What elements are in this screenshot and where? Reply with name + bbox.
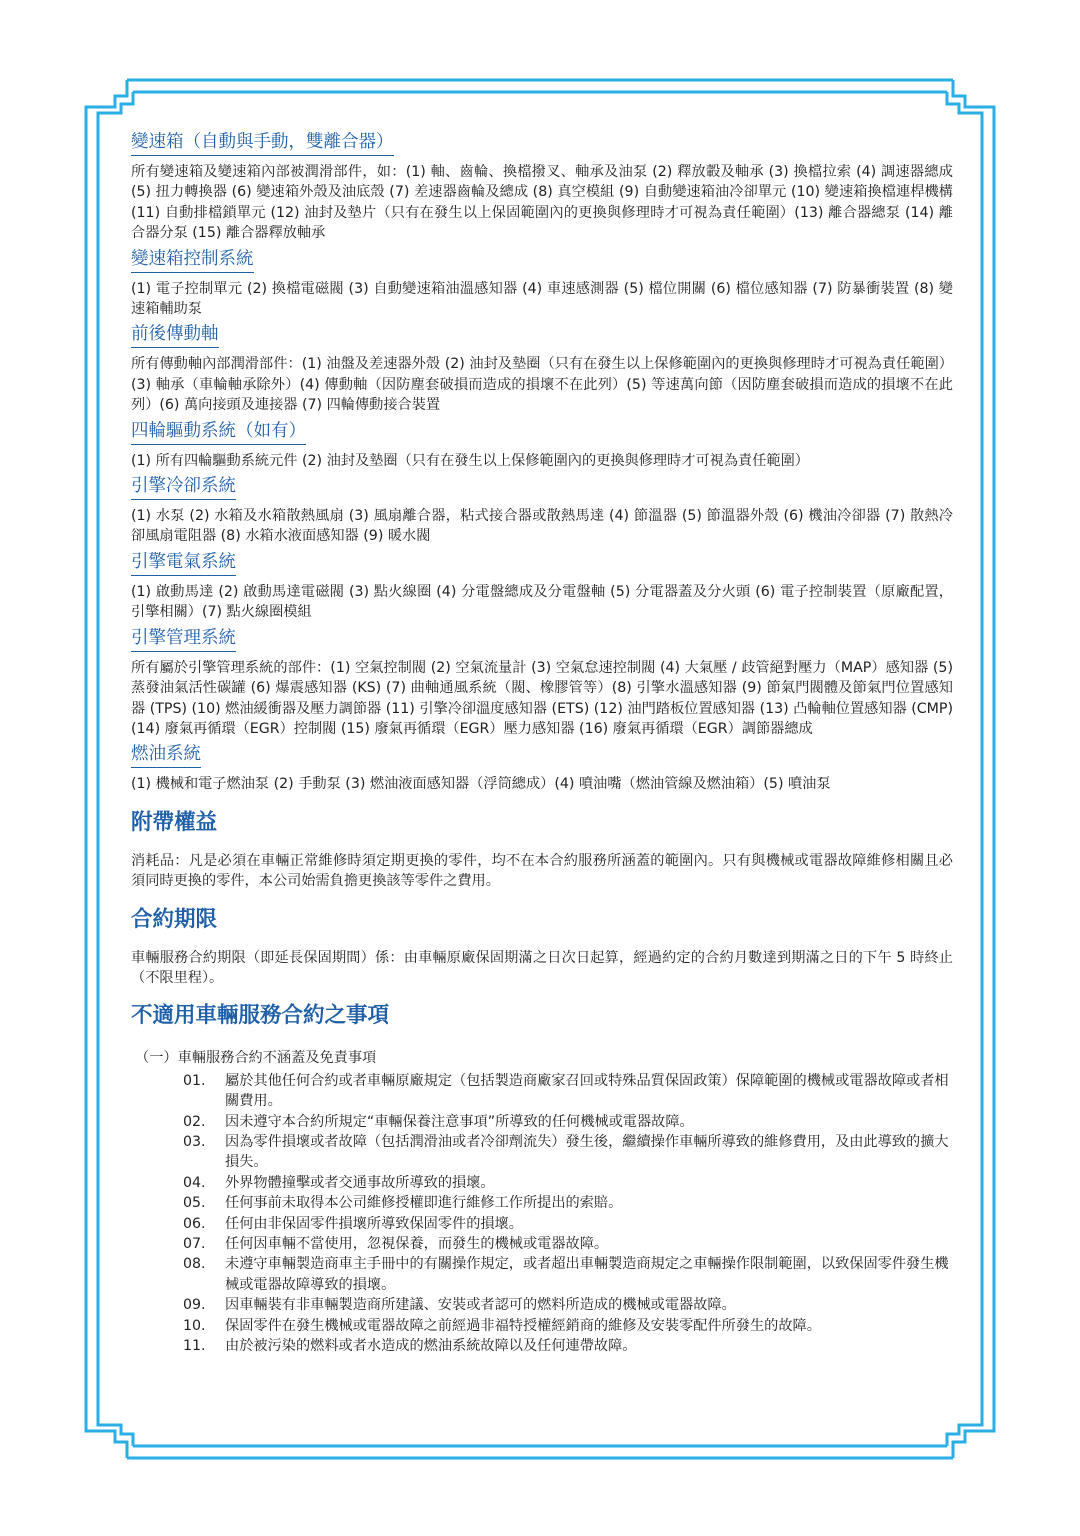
section-title: 燃油系統: [131, 742, 201, 768]
item-number: 10.: [183, 1317, 206, 1334]
section-engine-electrical: [131, 550, 953, 623]
section-body: 車輛服務合約期限（即延長保固期間）係：由車輛原廠保固期滿之日次日起算，經過約定的合約月數達到期滿之日的下午 5 時終止（不限里程）。: [131, 949, 953, 986]
section-exclusions: [131, 1002, 953, 1356]
section-title: 引擎管理系統: [131, 626, 236, 652]
section-fuel-system: [131, 742, 953, 794]
section-body: 所有傳動軸內部潤滑部件：(1) 油盤及差速器外殼 (2) 油封及墊圈（只有在發生以上保修範圍內的更換與修理時才可視為責任範圍）(3) 軸承（車輪軸承除外）(4) 傳動軸（因防塵套破損而造成的損壞不在此列）(5) 等速萬向節（因防塵套破損而造成的損壞不在此列）(6) 萬向接頭及連接器 (7) 四輪傳動接合裝置: [131, 356, 953, 414]
item-number: 11.: [183, 1338, 206, 1355]
item-text: 因未遵守本合約所規定“車輛保養注意事項”所導致的任何機械或電器故障。: [225, 1113, 694, 1130]
section-body: 消耗品：凡是必須在車輛正常維修時須定期更換的零件，均不在本合約服務所涵蓋的範圍內。只有與機械或電器故障維修相關且必須同時更換的零件，本公司始需負擔更換該等零件之費用。: [131, 852, 953, 890]
list-item: [183, 1254, 953, 1295]
item-number: 04.: [183, 1174, 206, 1191]
section-transmission-control: [131, 247, 953, 320]
exclusions-subheading: （一）車輛服務合約不涵蓋及免責事項: [135, 1050, 377, 1067]
corner-ornament-bottom-right: [947, 1414, 994, 1458]
section-transmission: [131, 130, 953, 244]
section-engine-management: [131, 626, 953, 740]
item-number: 06.: [183, 1215, 206, 1232]
item-number: 05.: [183, 1195, 206, 1212]
list-item: [183, 1295, 953, 1315]
list-item: [183, 1112, 953, 1132]
section-body: 所有屬於引擎管理系統的部件：(1) 空氣控制閥 (2) 空氣流量計 (3) 空氣怠速控制閥 (4) 大氣壓 / 歧管絕對壓力（MAP）感知器 (5) 蒸發油氣活性碳罐 (6) 爆震感知器 (KS) (7) 曲軸通風系統（閥、橡膠管等）(8) 引擎水溫感知器 (9) 節氣門閥體及節氣門位置感知器 (TPS) (10) 燃油緩衝器及壓力調節器 (11) 引擎冷卻溫度感知器 (ETS) (12) 油門踏板位置感知器 (13) 凸輪軸位置感知器 (CMP) (14) 廢氣再循環（EGR）控制閥 (15) 廢氣再循環（EGR）壓力感知器 (16) 廢氣再循環（EGR）調節器總成: [131, 659, 954, 737]
item-number: 02.: [183, 1113, 206, 1130]
item-text: 任何因車輛不當使用，忽視保養，而發生的機械或電器故障。: [225, 1236, 609, 1252]
section-body: (1) 所有四輪驅動系統元件 (2) 油封及墊圈（只有在發生以上保修範圍內的更換與修理時才可視為責任範圍）: [131, 452, 809, 469]
item-number: 09.: [183, 1297, 206, 1314]
section-body: (1) 機械和電子燃油泵 (2) 手動泵 (3) 燃油液面感知器（浮筒總成）(4) 噴油嘴（燃油管線及燃油箱）(5) 噴油泵: [131, 776, 831, 793]
item-text: 任何事前未取得本公司維修授權即進行維修工作所提出的索賠。: [225, 1195, 623, 1212]
section-four-wheel-drive: [131, 419, 953, 471]
list-item: [183, 1316, 953, 1336]
list-item: [183, 1173, 953, 1193]
item-text: 屬於其他任何合約或者車輛原廠規定（包括製造商廠家召回或特殊品質保固政策）保障範圍的機械或電器故障或者相關費用。: [225, 1072, 949, 1110]
list-item: [183, 1132, 953, 1173]
list-item: [183, 1214, 953, 1234]
section-title: 前後傳動軸: [131, 322, 219, 348]
item-number: 01.: [183, 1072, 206, 1089]
item-text: 未遵守車輛製造商車主手冊中的有關操作規定，或者超出車輛製造商規定之車輛操作限制範圍，以致保固零件發生機械或電器故障導致的損壞。: [225, 1256, 949, 1293]
item-text: 外界物體撞擊或者交通事故所導致的損壞。: [225, 1174, 495, 1191]
corner-ornament-top-left: [86, 80, 133, 124]
item-number: 07.: [183, 1236, 206, 1252]
section-title: 引擎冷卻系統: [131, 474, 236, 500]
section-body: (1) 電子控制單元 (2) 換檔電磁閥 (3) 自動變速箱油溫感知器 (4) 車速感測器 (5) 檔位開關 (6) 檔位感知器 (7) 防暴衝裝置 (8) 變速箱輔助泵: [131, 280, 953, 318]
corner-ornament-bottom-left: [86, 1414, 133, 1458]
section-body: (1) 啟動馬達 (2) 啟動馬達電磁閥 (3) 點火線圈 (4) 分電盤總成及分電盤軸 (5) 分電器蓋及分火頭 (6) 電子控制裝置（原廠配置，引擎相關）(7) 點火線圈模組: [131, 583, 953, 621]
list-item: [183, 1336, 953, 1356]
item-text: 保固零件在發生機械或電器故障之前經過非福特授權經銷商的維修及安裝零配件所發生的故障。: [225, 1317, 821, 1334]
item-text: 因車輛裝有非車輛製造商所建議、安裝或者認可的燃料所造成的機械或電器故障。: [225, 1297, 736, 1314]
major-heading: 附帶權益: [131, 809, 218, 835]
item-text: 因為零件損壞或者故障（包括潤滑油或者冷卻劑流失）發生後，繼續操作車輛所導致的維修費用，及由此導致的擴大損失。: [225, 1133, 949, 1171]
section-contract-term: [131, 906, 953, 989]
major-heading: 合約期限: [131, 906, 218, 932]
section-additional-benefits: [131, 809, 953, 892]
list-item: [183, 1234, 953, 1254]
document-content: [131, 130, 953, 1356]
section-engine-cooling: [131, 474, 953, 547]
item-number: 08.: [183, 1256, 206, 1273]
corner-ornament-top-right: [947, 80, 994, 124]
list-item: [183, 1193, 953, 1213]
item-text: 任何由非保固零件損壞所導致保固零件的損壞。: [225, 1215, 523, 1232]
section-title: 變速箱（自動與手動，雙離合器）: [131, 130, 394, 156]
section-body: 所有變速箱及變速箱內部被潤滑部件，如：(1) 軸、齒輪、換檔撥叉、軸承及油泵 (2) 釋放轂及軸承 (3) 換檔拉索 (4) 調速器總成 (5) 扭力轉換器 (6) 變速箱外殼及油底殼 (7) 差速器齒輪及總成 (8) 真空模組 (9) 自動變速箱油冷卻單元 (10) 變速箱換檔連桿機構 (11) 自動排檔鎖單元 (12) 油封及墊片（只有在發生以上保固範圍內的更換與修理時才可視為責任範圍）(13) 離合器總泵 (14) 離合器分泵 (15) 離合器釋放軸承: [131, 164, 953, 242]
major-heading: 不適用車輛服務合約之事項: [131, 1003, 390, 1029]
exclusions-list: [131, 1071, 953, 1357]
item-number: 03.: [183, 1133, 206, 1150]
section-title: 四輪驅動系統（如有）: [131, 419, 306, 445]
list-item: [183, 1071, 953, 1112]
section-drive-shaft: [131, 322, 953, 415]
section-title: 變速箱控制系統: [131, 247, 254, 273]
section-body: (1) 水泵 (2) 水箱及水箱散熱風扇 (3) 風扇離合器，粘式接合器或散熱馬達 (4) 節溫器 (5) 節溫器外殼 (6) 機油冷卻器 (7) 散熱冷卻風扇電阻器 (8) 水箱水液面感知器 (9) 暖水閥: [131, 508, 953, 545]
section-title: 引擎電氣系統: [131, 550, 236, 576]
item-text: 由於被污染的燃料或者水造成的燃油系統故障以及任何連帶故障。: [225, 1338, 637, 1355]
